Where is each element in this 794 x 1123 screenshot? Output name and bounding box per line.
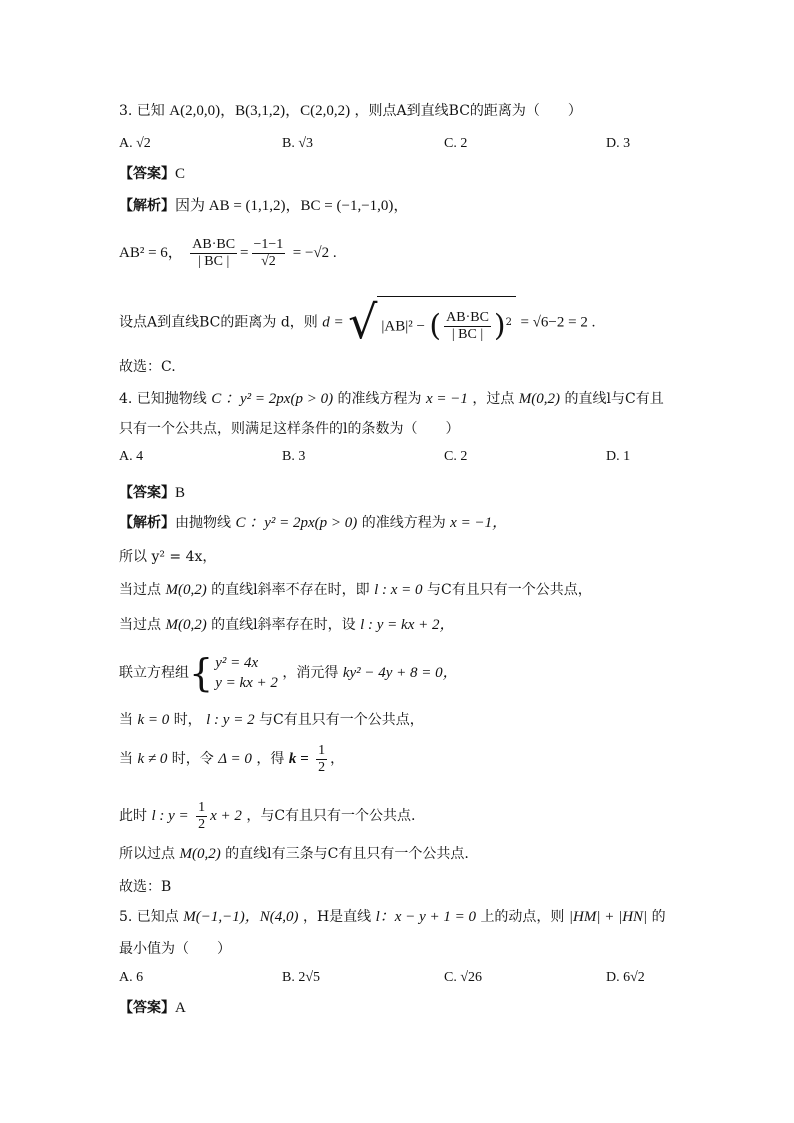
q4-analysis-6: 当 k = 0 时， l : y = 2 与C有且只有一个公共点， [119, 712, 424, 728]
q4-conclusion: 故选：B [119, 879, 172, 895]
q5-option-d: D. 6√2 [606, 970, 645, 985]
q3-analysis-line2: AB² = 6， $\frac{AB\cdot BC}{| BC |}$ = $\frac{-1-1}{√2}$ = −√2 . [119, 236, 337, 269]
q3-option-b: B. √3 [282, 136, 314, 151]
q3-answer: 【答案】C [119, 166, 186, 182]
q4-option-b: B. 3 [282, 449, 306, 464]
q5-option-c: C. √26 [444, 970, 483, 985]
q5-stem-line2: 最小值为（ ） [119, 941, 231, 957]
q4-option-c: C. 2 [444, 449, 468, 464]
q3-fraction-value: $\frac{-1-1}{√2}$ [253, 236, 284, 269]
q4-analysis-1: 【解析】由抛物线 C ：y² = 2px(p > 0) 的准线方程为 x = −1， [119, 515, 508, 531]
q3-points: A(2,0,0)，B(3,1,2)，C(2,0,2) [169, 103, 351, 119]
q4-option-d: D. 1 [606, 449, 631, 464]
q5-answer: 【答案】A [119, 1000, 186, 1016]
q4-analysis-9: 所以过点 M(0,2) 的直线l有三条与C有且只有一个公共点. [119, 846, 469, 862]
q5-option-b: B. 2√5 [282, 970, 321, 985]
q4-analysis-3: 当过点 M(0,2) 的直线l斜率不存在时，即 l : x = 0 与C有且只有一个公共点， [119, 582, 592, 598]
q3-stem: 3. 已知 A(2,0,0)，B(3,1,2)，C(2,0,2) ，则点A到直线BC的距离为（ ） [119, 103, 582, 119]
q4-option-a: A. 4 [119, 449, 144, 464]
q4-analysis-2: 所以 y² = 4x， [119, 549, 217, 565]
q4-answer: 【答案】B [119, 485, 186, 501]
q4-equation-system: y² = 4x y = kx + 2 [215, 655, 278, 691]
q3-option-a: A. √2 [119, 136, 151, 151]
radical-icon: √ [348, 295, 378, 350]
q3-analysis-line1: 【解析】因为 AB = (1,1,2)，BC = (−1,−1,0)， [119, 198, 409, 214]
q3-fraction-dot: $\frac{AB\cdot BC}{| BC |}$ [192, 236, 236, 269]
q3-option-d: D. 3 [606, 136, 631, 151]
left-brace-icon: { [189, 651, 214, 695]
q5-option-a: A. 6 [119, 970, 144, 985]
q3-distance-radicand: |AB|² − ( $\frac{AB\cdot BC}{| BC |}$ )$^2$ [377, 296, 516, 349]
q4-stem-line1: 4. 已知抛物线 C ：y² = 2px(p > 0) 的准线方程为 x = −1 ，过点 M(0,2) 的直线l与C有且 [119, 391, 664, 407]
q4-analysis-7: 当 k ≠ 0 时，令 Δ = 0 ，得 k = $\frac{1}{2}$ ， [119, 742, 345, 775]
q3-conclusion: 故选：C. [119, 359, 176, 375]
q3-option-c: C. 2 [444, 136, 468, 151]
q4-analysis-8: 此时 l : y = $\frac{1}{2}$ x + 2 ，与C有且只有一个公共点. [119, 799, 416, 832]
q3-analysis-line3: 设点A到直线BC的距离为 d，则 d = √ |AB|² − ( $\frac{AB\cdot BC}{| BC |}$ )$^2$ = √6−2 = 2 . [119, 295, 596, 350]
q4-analysis-4: 当过点 M(0,2) 的直线l斜率存在时，设 l : y = kx + 2， [119, 617, 455, 633]
q4-analysis-5: 联立方程组{ y² = 4x y = kx + 2 ，消元得 ky² − 4y + 8 = 0， [119, 651, 458, 695]
q4-stem-line2: 只有一个公共点，则满足这样条件的l的条数为（ ） [119, 421, 460, 437]
q5-stem-line1: 5. 已知点 M(−1,−1)，N(4,0) ，H是直线 l：x − y + 1 = 0 上的动点，则 |HM| + |HN| 的 [119, 909, 666, 925]
